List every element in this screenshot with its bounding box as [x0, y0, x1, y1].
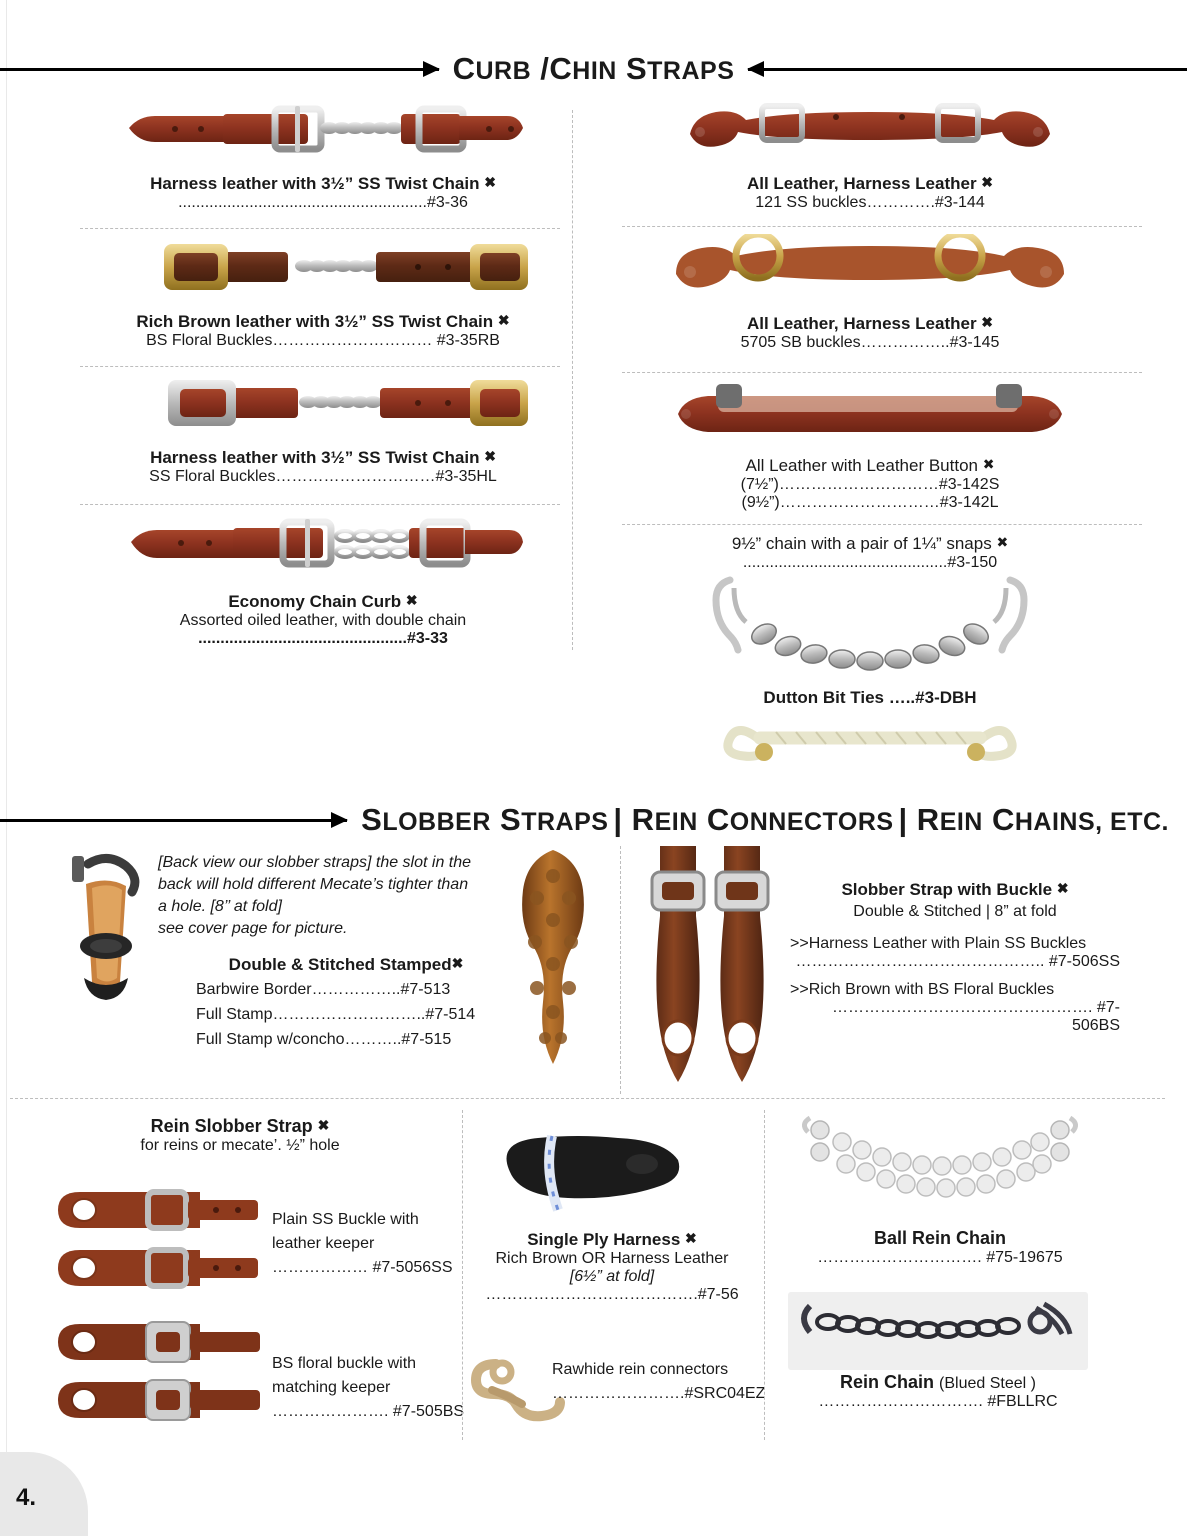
stamp-row-concho: Full Stamp w/concho………..#7-515	[196, 1030, 452, 1048]
section-header-slobber-straps	[0, 800, 1187, 840]
star-icon: ✖	[405, 592, 418, 608]
column-divider-2	[620, 846, 621, 1094]
curb-item-3-35hl	[78, 372, 568, 486]
rein-slobber-bs-line2: matching keeper	[272, 1379, 391, 1396]
star-icon: ✖	[484, 174, 496, 190]
single-ply-harness-image	[482, 1118, 702, 1233]
slobber-strap-with-buckle	[630, 842, 790, 1090]
curb-3-150-code: ..............................................#3-150	[742, 554, 998, 571]
star-icon: ✖	[982, 456, 995, 472]
curb-3-145-title: All Leather, Harness Leather	[746, 314, 977, 333]
curb-3-33-title: Economy Chain Curb	[228, 592, 402, 611]
page-number: 4.	[16, 1484, 37, 1511]
ball-rein-chain-image	[790, 1112, 1090, 1227]
curb-3-36-code: ........................................................#3-36	[178, 194, 468, 211]
star-icon: ✖	[451, 955, 464, 971]
curb-item-3-35rb	[78, 236, 568, 350]
slobber-buckle-subtitle: Double & Stitched | 8” at fold	[853, 903, 1057, 920]
slobber-row2-code: …………………………………………. #7-506BS	[831, 999, 1120, 1034]
slobber-buckle-title: Slobber Strap with Buckle	[841, 880, 1053, 899]
slobber-strap-buckle-text	[790, 880, 1120, 1035]
rein-slobber-text-bs	[272, 1352, 472, 1424]
slobber-strap-buckle-image	[630, 842, 790, 1095]
curb-item-3-36	[78, 98, 568, 212]
header-rule-left-2	[0, 819, 347, 822]
single-ply-line3: [6½” at fold]	[569, 1268, 655, 1285]
curb-item-3-142	[600, 380, 1140, 512]
blued-steel-rein-chain	[788, 1292, 1088, 1370]
column-divider-4	[764, 1110, 765, 1440]
slobber-note-line-2: back will hold different Mecate’s tighter than	[158, 876, 469, 894]
ball-rein-chain-text	[790, 1228, 1090, 1267]
rein-slobber-image-bs	[48, 1320, 268, 1441]
curb-strap-3-36-image	[123, 98, 523, 168]
page-number-badge	[0, 1452, 88, 1536]
curb-3-35hl-title: Harness leather with 3½” SS Twist Chain	[150, 448, 480, 467]
curb-3-33-code: ...............................................#3-33	[198, 630, 448, 647]
curb-3-36-title: Harness leather with 3½” SS Twist Chain	[150, 174, 480, 193]
rein-slobber-subtitle: for reins or mecate’. ½” hole	[140, 1137, 340, 1154]
rein-chain-code: …………………………. #FBLLRC	[818, 1393, 1058, 1410]
rein-slobber-image-ss	[48, 1188, 268, 1309]
ball-rein-chain	[790, 1112, 1090, 1222]
curb-strap-3-145-image	[660, 234, 1080, 310]
double-stitched-stamped-block	[196, 955, 496, 1052]
chain-with-snaps-image	[690, 574, 1050, 680]
separator	[622, 226, 1142, 227]
rein-slobber-strap-block	[20, 1116, 460, 1155]
slobber-row1-code: ……………………………………….. #7-506SS	[795, 953, 1120, 970]
star-icon: ✖	[1056, 880, 1069, 896]
single-ply-harness-strap	[482, 1118, 702, 1228]
curb-item-3-33	[78, 512, 568, 648]
curb-strap-3-142-image	[660, 380, 1080, 452]
double-stitched-title: Double & Stitched Stamped	[228, 955, 452, 974]
ball-rein-chain-title: Ball Rein Chain	[873, 1228, 1007, 1248]
slobber-note-line-3: a hole. [8’’ at fold]	[158, 898, 282, 916]
curb-3-142s-code: (7½”)…………………………#3-142S	[740, 476, 1000, 493]
separator	[622, 372, 1142, 373]
rein-slobber-text-ss	[272, 1208, 472, 1280]
rawhide-rein-connector-text	[552, 1358, 766, 1406]
separator	[80, 366, 560, 367]
separator	[80, 228, 560, 229]
curb-item-3-150	[600, 534, 1140, 680]
star-icon: ✖	[317, 1117, 330, 1133]
dutton-bit-ties	[600, 688, 1140, 768]
star-icon: ✖	[996, 534, 1009, 550]
section2-title: SLOBBER STRAPS | REIN CONNECTORS | REIN CHAINS, ETC.	[361, 802, 1169, 837]
single-ply-line2: Rich Brown OR Harness Leather	[495, 1250, 729, 1267]
tooled-slobber-strap	[505, 846, 601, 1076]
economy-chain-curb-image	[123, 512, 523, 586]
star-icon: ✖	[685, 1230, 697, 1246]
separator	[80, 504, 560, 505]
curb-3-142l-code: (9½”)…………………………#3-142L	[741, 494, 999, 511]
dutton-bit-ties-label: Dutton Bit Ties …..#3-DBH	[763, 688, 977, 707]
curb-3-35hl-code: SS Floral Buckles…………………………#3-35HL	[149, 468, 497, 485]
slobber-row1-head: >>Harness Leather with Plain SS Buckles	[790, 935, 1087, 952]
curb-3-144-title: All Leather, Harness Leather	[746, 174, 977, 193]
stamped-slobber-strap-image	[505, 846, 601, 1081]
curb-3-35rb-title: Rich Brown leather with 3½” SS Twist Chain	[136, 312, 494, 331]
dutton-bit-ties-image	[720, 712, 1020, 768]
single-ply-title: Single Ply Harness	[527, 1230, 681, 1249]
rein-slobber-ss-line1: Plain SS Buckle with	[272, 1211, 419, 1228]
curb-3-35rb-code: BS Floral Buckles………………………… #3-35RB	[146, 332, 500, 349]
header-rule-left	[0, 68, 439, 71]
rein-slobber-ss-line2: leather keeper	[272, 1235, 375, 1252]
curb-3-142-title: All Leather with Leather Button	[745, 456, 978, 475]
curb-3-144-code: 121 SS buckles………….#3-144	[755, 194, 985, 211]
column-divider	[572, 110, 573, 650]
slobber-note-line-1: [Back view our slobber straps] the slot in the	[158, 854, 472, 871]
single-ply-code: ………………………………….#7-56	[485, 1286, 739, 1303]
slobber-note	[158, 852, 506, 940]
curb-strap-3-35rb-image	[118, 236, 528, 306]
curb-3-145-code: 5705 SB buckles……………..#3-145	[740, 334, 1000, 351]
separator	[622, 524, 1142, 525]
ball-rein-chain-code: …………………………. #75-19675	[817, 1249, 1063, 1266]
stamp-row-full: Full Stamp………………………..#7-514	[196, 1005, 476, 1023]
rein-slobber-bs-line1: BS floral buckle with	[272, 1355, 417, 1372]
rein-chain-text	[788, 1372, 1088, 1411]
curb-item-3-144	[600, 100, 1140, 212]
rawhide-code: …………………….#SRC04EZ	[552, 1385, 766, 1402]
slobber-strap-back-view	[46, 848, 166, 1008]
page-edge-rule	[6, 0, 7, 1536]
rein-chain-image	[788, 1292, 1088, 1370]
slobber-note-line-4: see cover page for picture.	[158, 920, 348, 938]
star-icon: ✖	[981, 314, 994, 330]
curb-item-3-145	[600, 234, 1140, 352]
section-header-curb-chin-straps	[0, 50, 1187, 88]
plain-ss-buckle-straps	[48, 1188, 268, 1304]
rein-slobber-ss-code: ……………… #7-5056SS	[272, 1259, 453, 1276]
slobber-row2-head: >>Rich Brown with BS Floral Buckles	[790, 981, 1055, 998]
single-ply-harness-text	[472, 1230, 752, 1304]
bs-floral-buckle-straps	[48, 1320, 268, 1436]
rein-slobber-title: Rein Slobber Strap	[150, 1116, 313, 1136]
rein-slobber-bs-code: …………………. #7-505BS	[272, 1403, 465, 1420]
section1-title: CURB /CHIN STRAPS	[452, 51, 735, 86]
curb-3-33-desc: Assorted oiled leather, with double chain	[179, 612, 467, 629]
star-icon: ✖	[981, 174, 994, 190]
curb-strap-3-144-image	[670, 100, 1070, 170]
star-icon: ✖	[497, 312, 510, 328]
slobber-back-view-image	[46, 848, 166, 1013]
curb-strap-3-35hl-image	[118, 372, 528, 442]
header-rule-right	[748, 68, 1187, 71]
separator	[10, 1098, 1165, 1099]
star-icon: ✖	[484, 448, 496, 464]
rein-chain-title: Rein Chain	[840, 1372, 935, 1392]
curb-3-150-title: 9½” chain with a pair of 1¼” snaps	[731, 534, 992, 553]
rein-chain-subtitle: (Blued Steel )	[939, 1375, 1036, 1392]
rawhide-line1: Rawhide rein connectors	[552, 1361, 729, 1378]
stamp-row-barbwire: Barbwire Border……………..#7-513	[196, 981, 451, 998]
